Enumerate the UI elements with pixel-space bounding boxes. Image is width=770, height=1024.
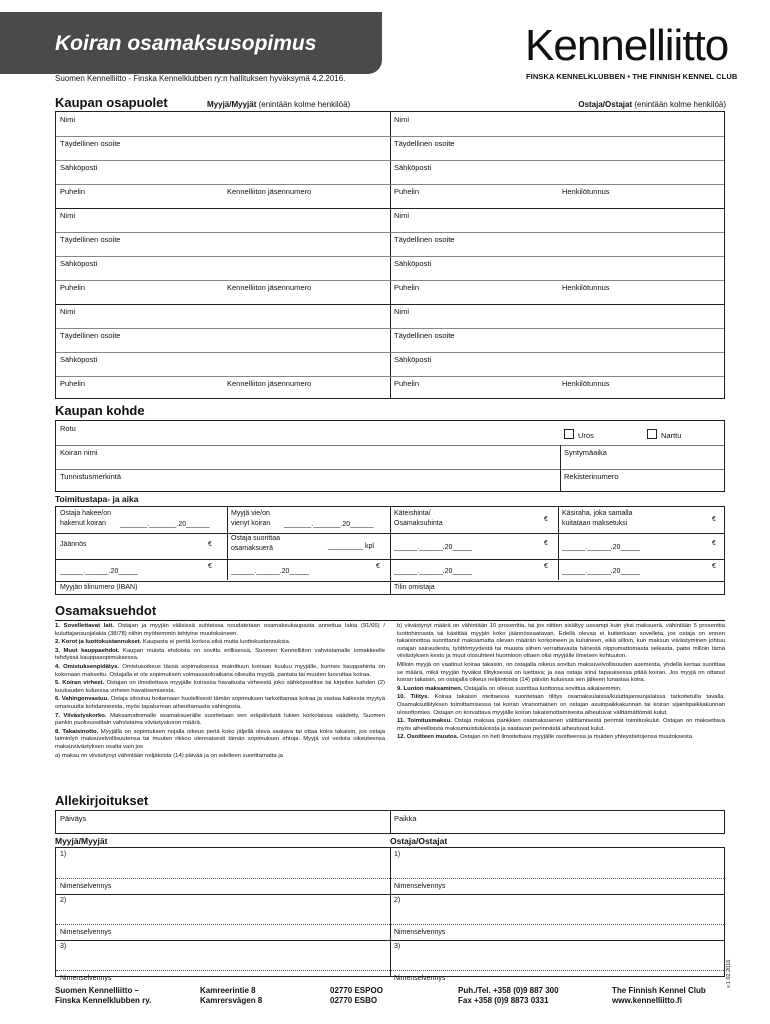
name-label: Nimi [60,307,75,316]
signature-number-label: 2) [60,897,67,904]
euro-sign: € [712,540,716,547]
signature-number-label: 1) [394,851,401,858]
row-divider [56,352,724,353]
euro-sign: € [712,516,716,523]
balance-label: Jäännös [60,541,87,548]
phone-label: Puhelin [394,187,420,196]
installment-date[interactable]: ______.______.20_____ [60,568,138,575]
name-clarification-label: Nimenselvennys [394,883,446,890]
signature-table [55,847,725,982]
seller-brings-label-2: vienyt koiran [231,520,271,527]
terms-paragraph: 10. Tilitys. Koiraa takaisin otettaessa suoritetaan tilitys osamaksulaissa/kuluttajansuojalaissa tarkoitetulla tavalla. Osamaksutilityksen toimittamisessa tai koiran viranomainen on ostajan asuinpaikkakunnan tai koiran sijaintipaikkakunnan ulosottomies. Ostajan on korvattava myyjälle koiran takaisinottamisesta aiheutuvat välttämättömät kulut. [397,694,725,716]
name-clarification-label: Nimenselvennys [60,883,112,890]
euro-sign: € [208,563,212,570]
installment-count[interactable]: _________ kpl [328,543,374,550]
installment-date[interactable]: ______.______.20_____ [562,568,640,575]
female-checkbox[interactable] [647,429,657,439]
member-no-label: Kennelliiton jäsennumero [227,187,312,196]
pickup-label-2: hakenut koiran [60,520,106,527]
brand-logo: Kennelliitto [525,21,729,70]
signature-number-label: 1) [60,851,67,858]
version-label: v.1 02.2016 [726,959,732,988]
row-divider [56,878,724,879]
name-label: Nimi [60,211,75,220]
member-no-label: Kennelliiton jäsennumero [227,283,312,292]
buyers-signature-heading: Ostaja/Ostajat [390,836,448,846]
address-label: Täydellinen osoite [394,139,455,148]
row-divider [56,160,724,161]
deposit-label: Käsiraha, joka samalla [562,510,633,517]
brand-subtitle: FINSKA KENNELKLUBBEN • THE FINNISH KENNEL CLUB [526,72,738,81]
footer-org: Suomen Kennelliitto – Finska Kennelklubben ry. [55,986,152,1005]
email-label: Sähköposti [60,163,98,172]
terms-right-column [397,623,725,743]
email-label: Sähköposti [394,163,432,172]
seller-header: Myyjä/Myyjät (enintään kolme henkilöä) [207,100,351,109]
row-divider [56,256,724,257]
name-label: Nimi [394,115,409,124]
phone-label: Puhelin [394,283,420,292]
row-divider [56,136,724,137]
breed-label: Rotu [60,424,76,433]
row-divider [56,376,724,377]
name-clarification-label: Nimenselvennys [394,975,446,982]
email-label: Sähköposti [60,259,98,268]
terms-paragraph: 9. Luoton maksaminen. Ostajalla on oikeus suorittaa luottonsa sovittua aikaisemmin. [397,685,622,692]
terms-paragraph: Milloin myyjä on vaatinut koiraa takaisin, on ostajalla oikeus sovitun maksuvelvollisuuden asemesta, yhdellä kertaa suorittaa se määrä, mikä myyjän hyväksi tilityksessä on luettava; ja saa ostaja siinä tapauksessa pitää koiran. Jos myyjä on ottanut koiran takaisin, on ostajalla oikeus neljäntoista (14) päivän kuluessa sen jälkeen lunastaa koira. [397,661,725,684]
row-divider [56,328,724,329]
delivery-table [55,506,725,595]
website-link[interactable]: www.kennelliitto.fi [612,996,682,1005]
terms-left-column [55,623,385,761]
signature-number-label: 3) [60,943,67,950]
row-divider [56,894,724,895]
row-divider [56,184,724,185]
phone-label: Puhelin [60,283,86,292]
footer-web: The Finnish Kennel Club www.kennelliitto.fi [612,986,706,1005]
parties-table [55,111,725,399]
email-label: Sähköposti [394,259,432,268]
dog-name-label: Koiran nimi [60,448,98,457]
male-label: Uros [578,431,594,440]
footer-postal: 02770 ESPOO 02770 ESBO [330,986,383,1005]
signatures-heading: Allekirjoitukset [55,793,149,808]
name-clarification-label: Nimenselvennys [60,975,112,982]
reg-no-label: Rekisterinumero [564,472,619,481]
iban-label: Myyjän tilinumero (IBAN) [60,584,138,591]
deposit-label-2: kuitataan maksetuksi [562,520,628,527]
address-label: Täydellinen osoite [394,235,455,244]
signature-number-label: 2) [394,897,401,904]
name-label: Nimi [60,115,75,124]
birth-date-label: Syntymäaika [564,448,607,457]
seller-brings-date[interactable]: _______._______.20______ [284,521,374,528]
footer-phone: Puh./Tel. +358 (0)9 887 300 Fax +358 (0)9 8873 0331 [458,986,559,1005]
installment-date[interactable]: ______.______.20_____ [394,568,472,575]
row-divider [56,924,724,925]
terms-heading: Osamaksuehdot [55,603,157,618]
address-label: Täydellinen osoite [60,331,121,340]
date-place-row [55,810,725,834]
installment-date[interactable]: ______.______.20_____ [231,568,309,575]
name-label: Nimi [394,211,409,220]
installment-date[interactable]: ______.______.20_____ [562,544,640,551]
address-label: Täydellinen osoite [60,235,121,244]
terms-paragraph: 8. Takaisinotto. Myyjällä on sopimuksen nojalla oikeus periä koko jäljellä oleva saatava tai ottaa koira takaisin, jos ostaja laiminlyö maksuvelvollisuutensa tai muuten rikkoo olennaisesti tämän sopimuksen ehtoja. Myyjä voi vedota oikeuteensa maksuviivästyksen osalta vain jos [55,728,385,750]
terms-paragraph: 4. Omistuksenpidätys. Omistusoikeus tässä sopimuksessa mainittuun koiraan kuuluu myyjälle, kunnes kauppahinta on kokonaan maksettu. Ostajalla ei ole sopimuksen voimassaoloaikana oikeutta myydä, pantata tai muuten luovuttaa koiraa. [55,663,386,678]
date-label: Päiväys [60,814,87,823]
page-title: Koiran osamaksusopimus [55,32,317,55]
approval-note: Suomen Kennelliitto - Finska Kennelklubben ry:n hallituksen hyväksymä 4.2.2016. [55,74,346,83]
installments-label-2: osamaksuerä [231,545,274,552]
address-label: Täydellinen osoite [394,331,455,340]
place-label: Paikka [394,814,417,823]
terms-paragraph: 6. Vahingonvastuu. Ostaja sitoutuu hoitamaan huolellisesti tämän sopimuksen tarkoittamaa koiraa ja vastaa kaikesta myytyä omaisuutta kohdanneesta, myös tapaturman aiheuttamasta vahingosta. [55,696,385,710]
row-divider [56,280,724,281]
name-clarification-label: Nimenselvennys [394,929,446,936]
terms-rule [55,620,725,621]
terms-paragraph: 5. Koiran virheet. Ostajan on ilmoitettava myyjälle koirassa havaitusta virheestä joko sähköpostitse tai kirjeitse kahden (2) kuukauden kuluessa virheen havaitsemisesta. [55,680,385,694]
row-divider [56,940,724,941]
female-label: Narttu [661,431,682,440]
seller-brings-label: Myyjä vie/on [231,510,270,517]
euro-sign: € [544,540,548,547]
id-mark-label: Tunnistusmerkintä [60,472,121,481]
pickup-date[interactable]: _______._______.20______ [120,521,210,528]
cash-price-label: Käteishinta/ [394,510,431,517]
phone-label: Puhelin [60,379,86,388]
column-divider [390,112,391,398]
euro-sign: € [712,563,716,570]
personal-id-label: Henkilötunnus [562,187,610,196]
installments-label: Ostaja suorittaa [231,535,281,542]
row-divider [56,304,724,305]
terms-paragraph: a) maksu on viivästynyt vähintään neljätoista (14) päivää ja on edelleen suorittamatta ja [55,752,283,759]
name-clarification-label: Nimenselvennys [60,929,112,936]
phone-label: Puhelin [60,187,86,196]
row-divider [56,208,724,209]
euro-sign: € [544,516,548,523]
terms-paragraph: 3. Muut kauppaehdot. Kaupan muista ehdoista on sovittu erillisessä, Suomen Kennelliiton vahvistamalle lomakkeelle tehdyssä kauppasopimuksessa. [55,647,385,662]
euro-sign: € [208,541,212,548]
row-divider [56,232,724,233]
cash-price-label-2: Osamaksuhinta [394,520,443,527]
delivery-heading: Toimitustapa- ja aika [55,494,139,504]
name-label: Nimi [394,307,409,316]
signature-number-label: 3) [394,943,401,950]
subject-heading: Kaupan kohde [55,403,145,418]
personal-id-label: Henkilötunnus [562,283,610,292]
sellers-signature-heading: Myyjä/Myyjät [55,836,108,846]
euro-sign: € [544,563,548,570]
account-owner-label: Tilin omistaja [394,584,435,591]
subject-table [55,420,725,492]
email-label: Sähköposti [60,355,98,364]
pickup-label: Ostaja hakee/on [60,510,111,517]
row-divider [56,970,724,971]
phone-label: Puhelin [394,379,420,388]
terms-paragraph: b) viivästynyt määrä on vähintään 10 prosenttia, tai jos niitten sisältyy useampi kuin yksi maksuerä, vähintään 5 prosenttia luottohinnasta tai käsittää myyjän koko jäännössaatavan. Edellä olevaa ei kuitenkaan sovelleta, jos ostaja on ennen takaisinottoa suorittanut maksamatta olevan määrän korkoineen ja kuluineen, eikä silloin, kun maksun viivästyminen johtuu ostajan sairaudesta, työttömyydestä tai muusta siihen verrattavasta hänestä riippumattomasta seikasta, paitsi milloin tämä viivästyksen kesto ja muut olosuhteet huomioon ottaen olisi myyjälle ilmeisen kohtuuton. [397,623,725,660]
male-checkbox[interactable] [564,429,574,439]
terms-paragraph: 11. Toimitusmaksu. Ostaja maksaa pankkien osamaksuerien välittämisestä perimät toimituskulut. Ostajan on maksettava myös aiheellisista maksumuistutuksista ja saatavan perinnästä aiheutuvat kulut. [397,718,726,732]
terms-paragraph: 2. Korot ja luottokustannukset. Kaupasta ei peritä korkoa eikä muita luottokustannuksia. [55,639,291,646]
euro-sign: € [376,563,380,570]
footer-street: Kamreerintie 8 Kamrersvägen 8 [200,986,263,1005]
address-label: Täydellinen osoite [60,139,121,148]
terms-paragraph: 1. Sovellettavat lait. Ostajan ja myyjän välisissä suhteissa noudatetaan osamaksukaupasta annettua lakia (91/66) / kuluttajansuojalakia (38/78) niihin myöhemmin tehtyine muutoksineen. [55,623,385,637]
terms-paragraph: 12. Osoitteen muutos. Ostajan on heti ilmoitettava myyjälle osoitteensa ja muiden yhteystietojensa muutoksesta. [397,734,694,741]
buyer-header: Ostaja/Ostajat (enintään kolme henkilöä) [578,100,726,109]
email-label: Sähköposti [394,355,432,364]
terms-paragraph: 7. Viivästyskorko. Maksamattomalle osamaksuerälle suoritetaan sen eräpäivästä lukien korkolaissa säädetty, Suomen pankin puolivuosittain vahvistama viivästyskoron määrä. [55,712,385,727]
member-no-label: Kennelliiton jäsennumero [227,379,312,388]
parties-heading: Kaupan osapuolet [55,95,168,110]
personal-id-label: Henkilötunnus [562,379,610,388]
installment-date[interactable]: ______.______.20_____ [394,544,472,551]
